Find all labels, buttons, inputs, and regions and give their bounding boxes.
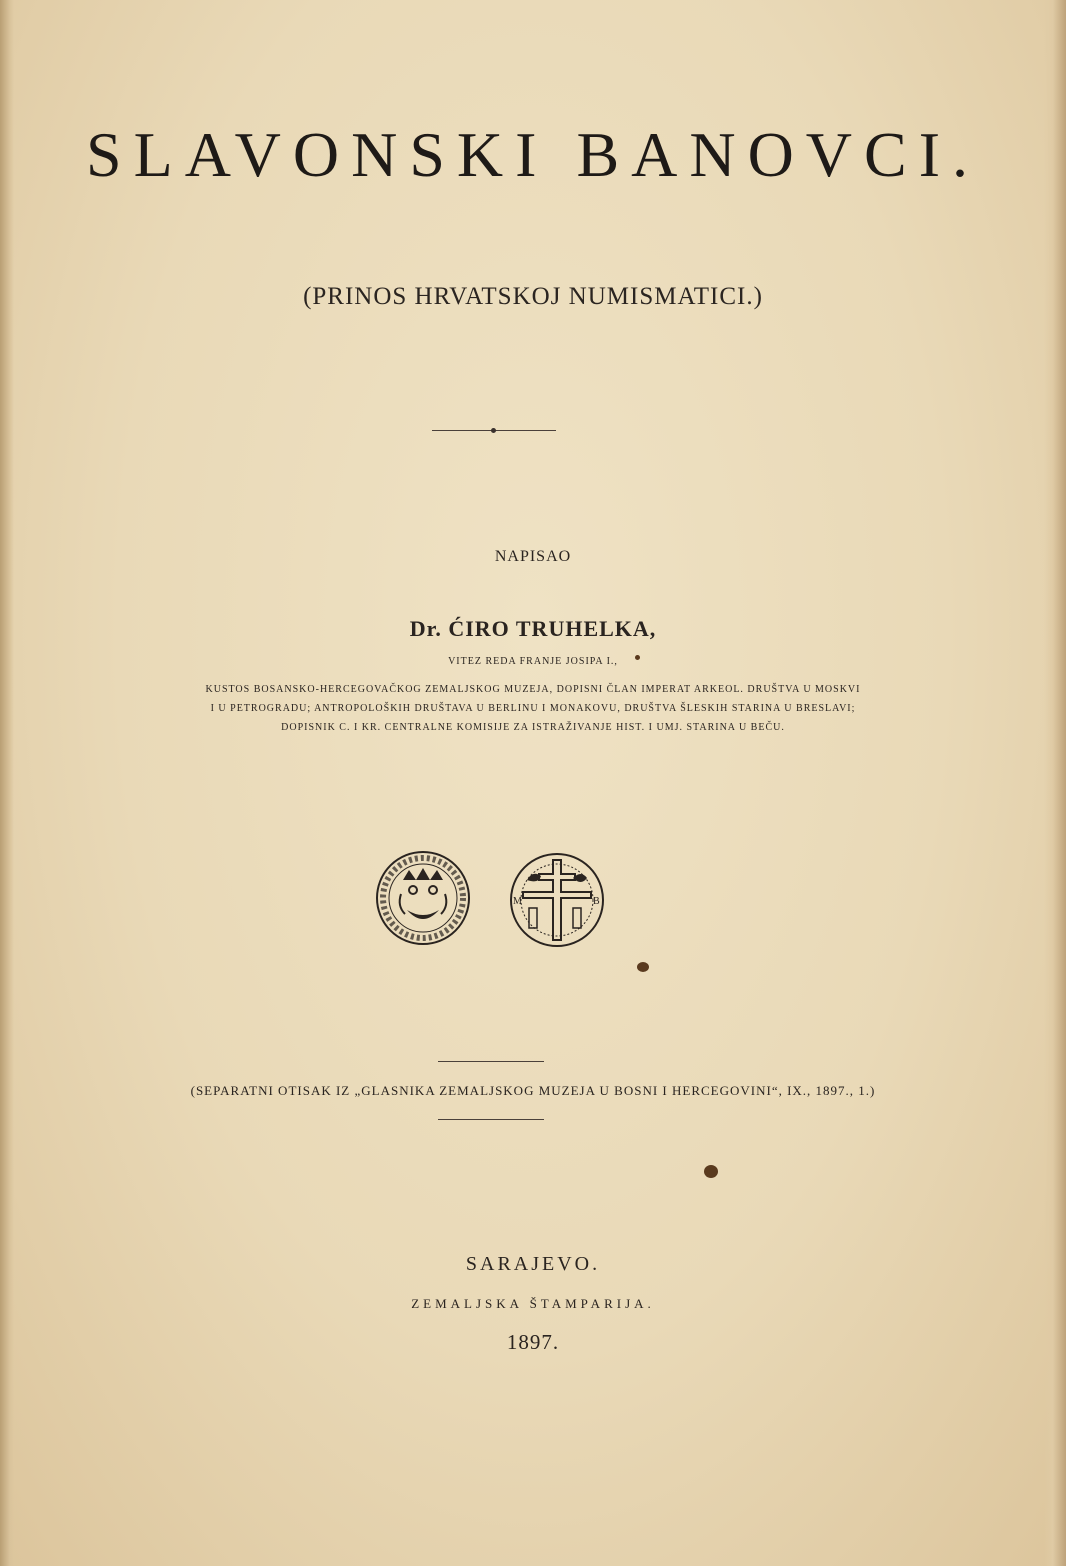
- divider-top: [438, 1061, 544, 1062]
- author-honor-line-4: DOPISNIK C. I KR. CENTRALNE KOMISIJE ZA ISTRAŽIVANJE HIST. I UMJ. STARINA U BEČU.: [281, 722, 785, 733]
- svg-text:M: M: [513, 896, 522, 907]
- book-title: SLAVONSKI BANOVCI.: [86, 119, 980, 190]
- ink-stain: [637, 962, 649, 972]
- separate-print-note: (SEPARATNI OTISAK IZ „GLASNIKA ZEMALJSKOG MUZEJA U BOSNI I HERCEGOVINI“, IX., 1897., 1.): [190, 1083, 876, 1098]
- byline-label: NAPISAO: [494, 548, 572, 565]
- author-honor-line-2: KUSTOS BOSANSKO-HERCEGOVAČKOG ZEMALJSKOG MUZEJA, DOPISNI ČLAN IMPERAT ARKEOL. DRUŠTVA U MOSKVI: [205, 684, 861, 695]
- svg-text:B: B: [593, 896, 600, 907]
- publication-year: 1897.: [506, 1330, 560, 1354]
- publisher-press: ZEMALJSKA ŠTAMPARIJA.: [411, 1296, 655, 1311]
- author-honor-line-3: I U PETROGRADU; ANTROPOLOŠKIH DRUŠTAVA U BERLINU I MONAKOVU, DRUŠTVA ŠLESKIH STARINA U BRESLAVI;: [210, 703, 856, 714]
- author-name: Dr. ĆIRO TRUHELKA,: [409, 616, 657, 641]
- ink-stain: [635, 655, 640, 660]
- coin-reverse-icon: [511, 854, 603, 946]
- publication-city: SARAJEVO.: [465, 1253, 601, 1275]
- divider-bottom: [438, 1119, 544, 1120]
- ink-stain: [704, 1165, 718, 1178]
- author-honor-line-1: VITEZ REDA FRANJE JOSIPA I.,: [448, 656, 618, 667]
- coin-obverse-icon: [377, 852, 469, 944]
- coin-illustrations: [375, 848, 611, 948]
- ornament-dot: [491, 428, 496, 433]
- book-subtitle: (PRINOS HRVATSKOJ NUMISMATICI.): [303, 283, 763, 310]
